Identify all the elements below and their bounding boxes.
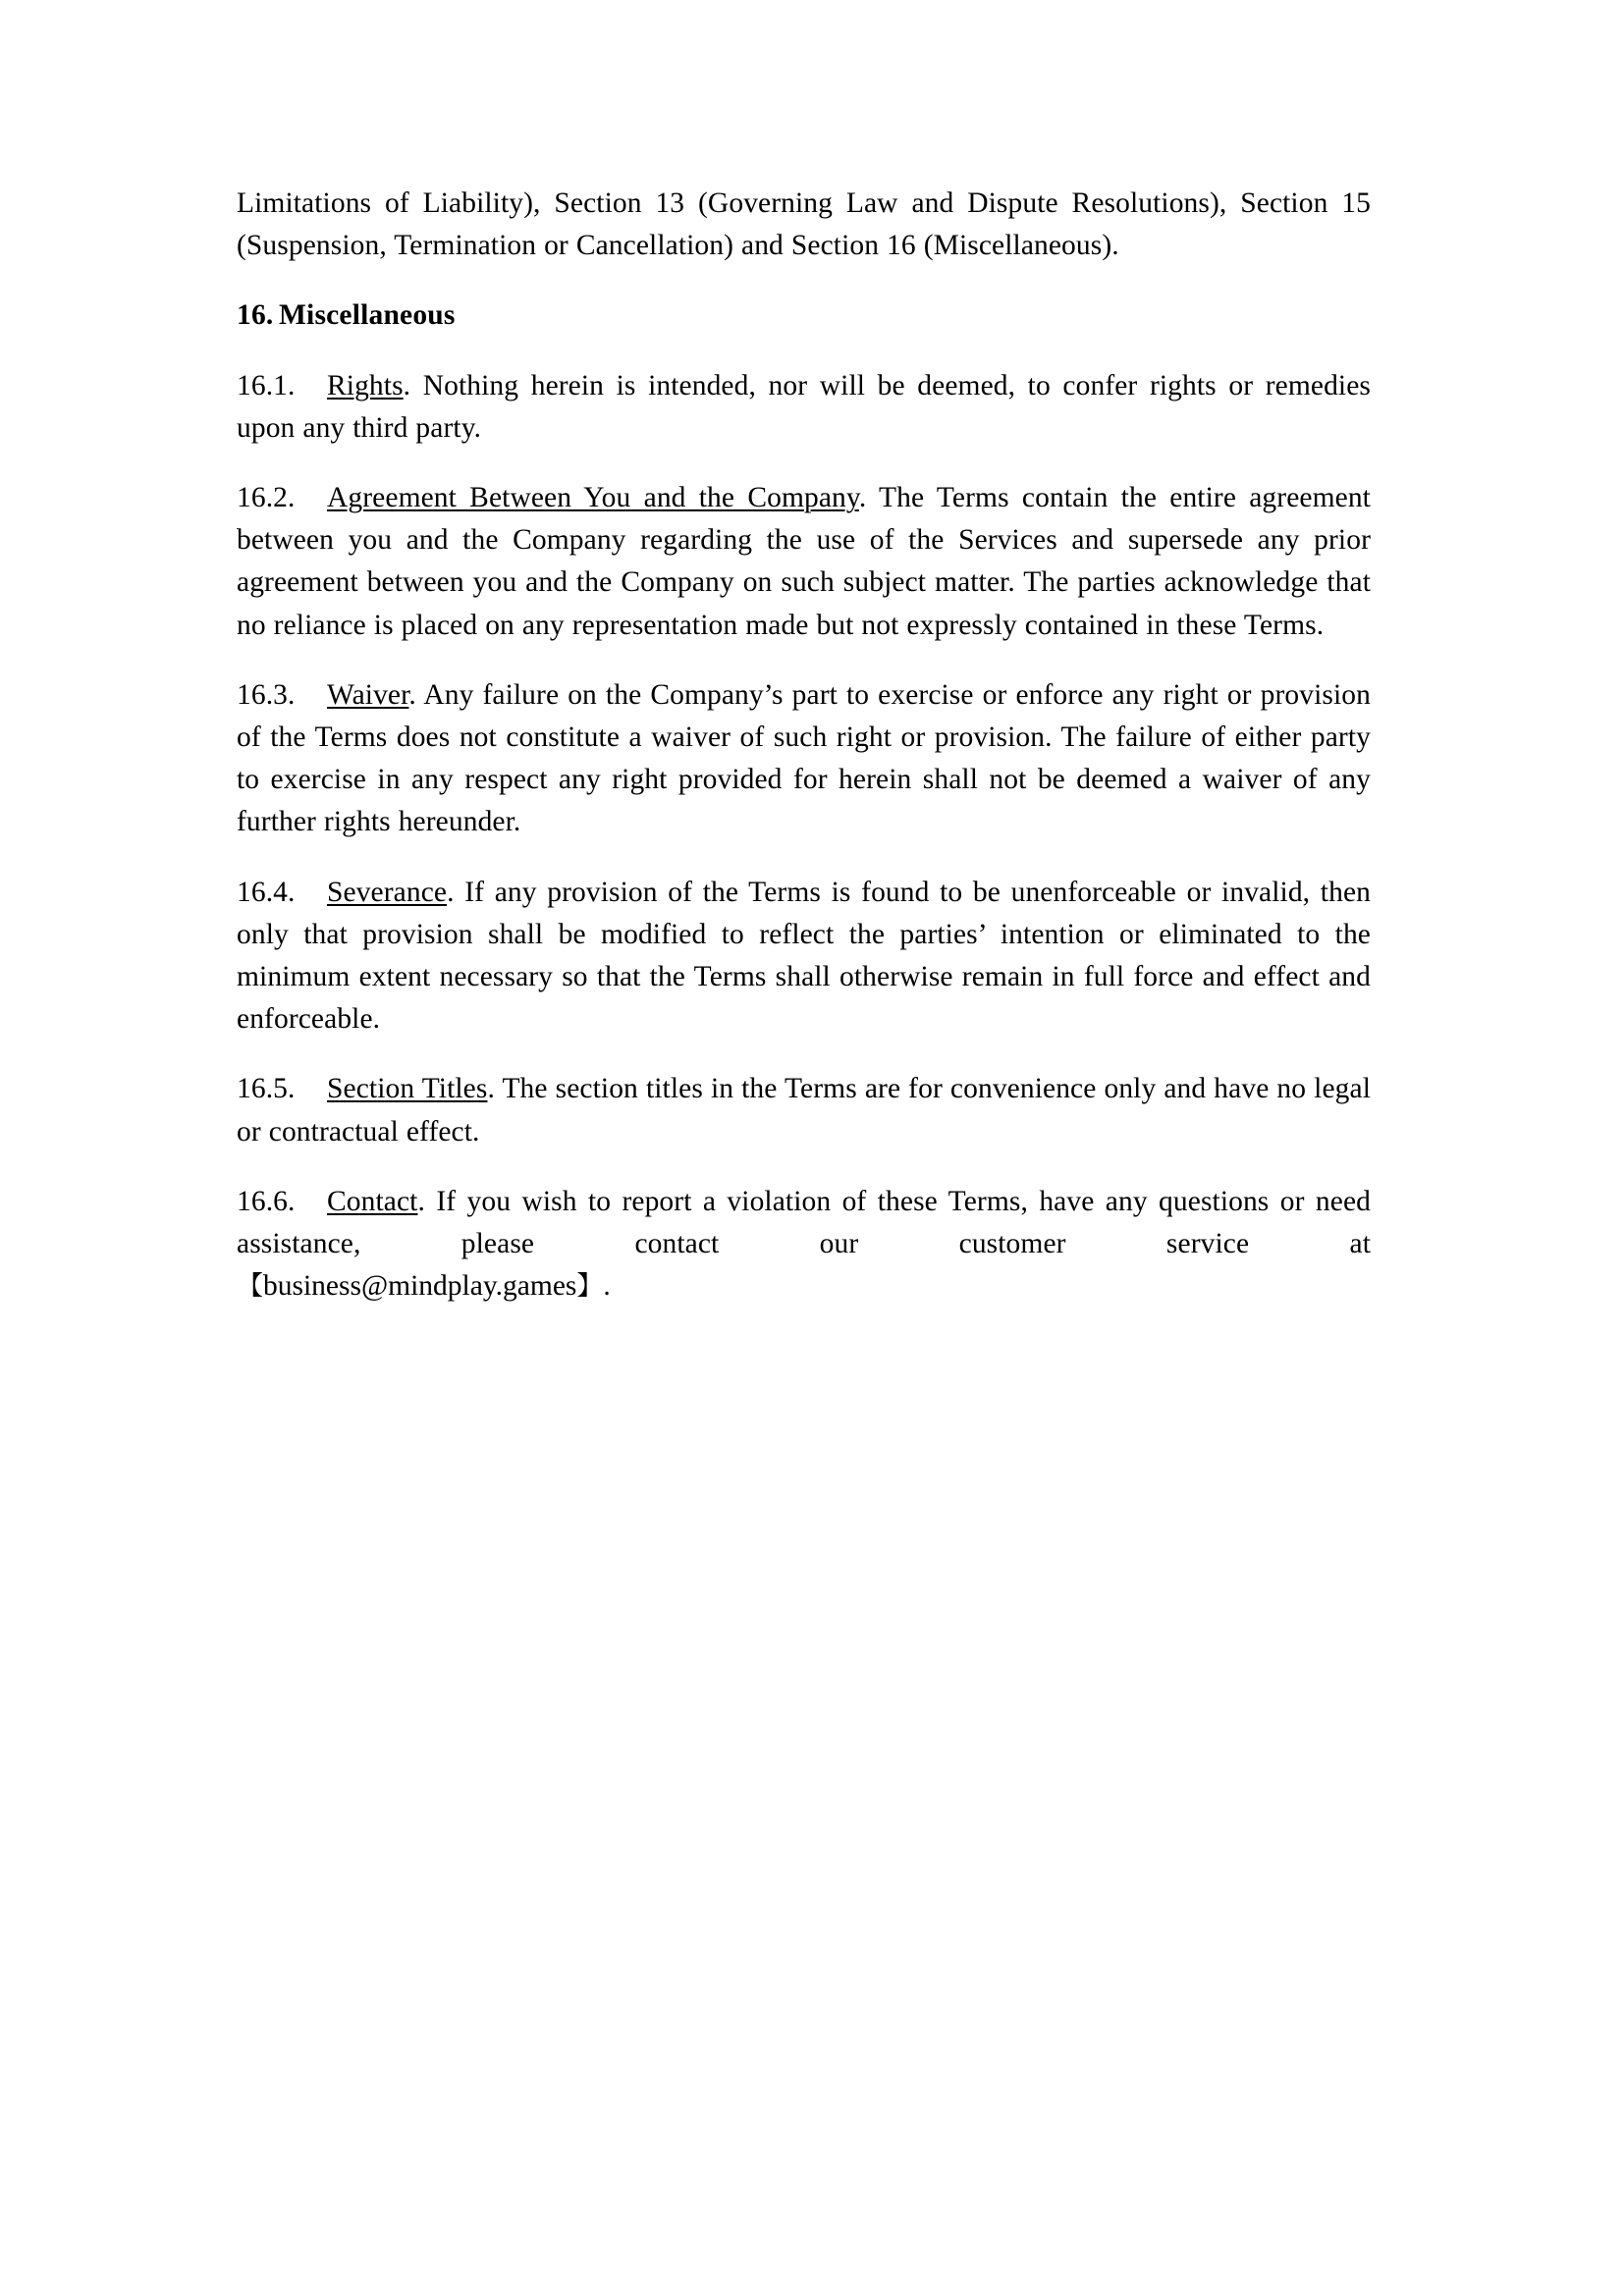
contact-email-line <box>237 1265 1371 1308</box>
subsection-body: . If you wish to report a violation of these Terms, have any questions or need assistance, please contact our customer service at <box>237 1185 1371 1260</box>
subsection-number: 16.5. <box>237 1073 296 1105</box>
subsection-16-1 <box>237 365 1371 450</box>
subsection-body: . Nothing herein is intended, nor will be deemed, to confer rights or remedies upon any third party. <box>237 369 1371 444</box>
subsection-number: 16.1. <box>237 369 296 401</box>
subsection-16-3 <box>237 674 1371 844</box>
document-body <box>237 183 1371 1308</box>
subsection-body: . The Terms contain the entire agreement between you and the Company regarding the use of the Services and supersede any prior agreement between you and the Company on such subject matter. The parties acknowledge that no reliance is placed on any representation made but not expressly contained in these Terms. <box>237 482 1371 641</box>
subsection-number: 16.2. <box>237 482 296 514</box>
subsection-16-6 <box>237 1181 1371 1265</box>
subsection-16-2 <box>237 477 1371 647</box>
contact-email-address[interactable]: business@mindplay.games <box>263 1270 577 1303</box>
subsection-number: 16.4. <box>237 876 296 908</box>
continued-paragraph: Limitations of Liability), Section 13 (Governing Law and Dispute Resolutions), Section 15 (Suspension, Termination or Cancellation) and Section 16 (Miscellaneous). <box>237 187 1371 262</box>
section-heading-number: 16. <box>237 299 274 332</box>
lenticular-bracket-open-icon: 【 <box>237 1271 263 1303</box>
subsection-title: Agreement Between You and the Company <box>327 482 859 514</box>
subsection-body: . The section titles in the Terms are for convenience only and have no legal or contractual effect. <box>237 1073 1372 1148</box>
subsection-16-4 <box>237 872 1371 1041</box>
section-heading-16 <box>237 294 1371 337</box>
subsection-title: Waiver <box>327 678 409 711</box>
subsection-title: Section Titles <box>327 1073 488 1105</box>
contact-trailing-period: . <box>603 1270 611 1303</box>
subsection-body: . Any failure on the Company’s part to exercise or enforce any right or provision of the Terms does not constitute a waiver of such right or provision. The failure of either party to exercise in any respect any right provided for herein shall not be deemed a waiver of any further rights hereunder. <box>237 678 1371 838</box>
subsection-number: 16.6. <box>237 1185 296 1217</box>
subsection-number: 16.3. <box>237 678 296 711</box>
section-heading-title: Miscellaneous <box>279 299 456 332</box>
subsection-16-5 <box>237 1068 1371 1152</box>
lenticular-bracket-close-icon: 】 <box>576 1271 604 1303</box>
subsection-title: Contact <box>327 1185 418 1217</box>
subsection-title: Severance <box>327 876 448 908</box>
subsection-title: Rights <box>327 369 404 401</box>
subsection-body: . If any provision of the Terms is found to be unenforceable or invalid, then only that provision shall be modified to reflect the parties’ intention or eliminated to the minimum extent necessary so that the Terms shall otherwise remain in full force and effect and enforceable. <box>237 876 1371 1036</box>
